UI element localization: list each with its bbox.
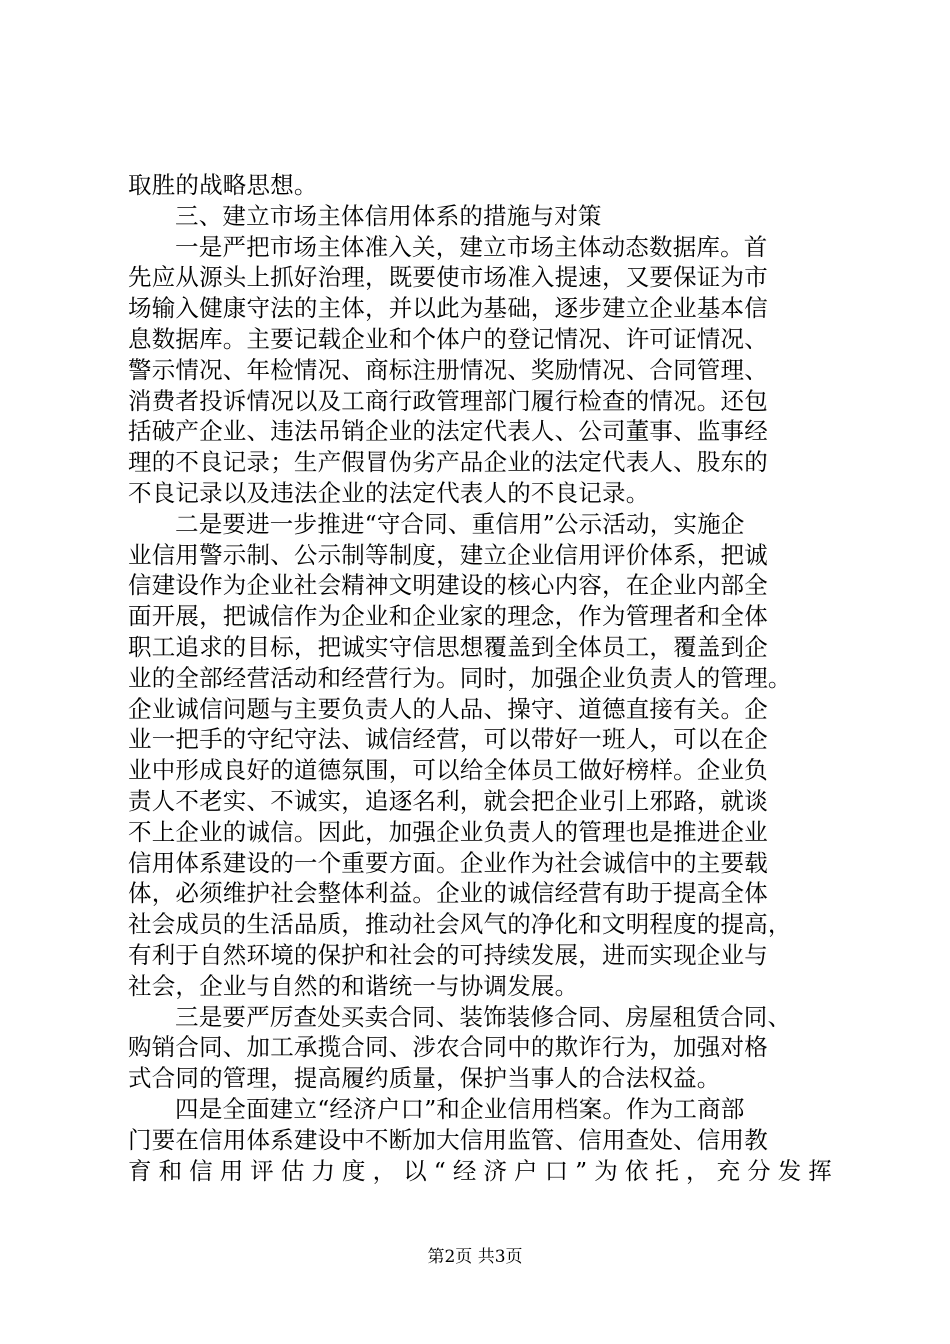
text-line: 一是严把市场主体准入关，建立市场主体动态数据库。首 — [175, 232, 768, 261]
text-line: 企业诚信问题与主要负责人的人品、操守、道德直接有关。企 — [128, 694, 768, 723]
text-line: 社会，企业与自然的和谐统一与协调发展。 — [128, 971, 579, 1000]
text-line: 业一把手的守纪守法、诚信经营，可以带好一班人，可以在企 — [128, 725, 768, 754]
text-line: 责人不老实、不诚实，追逐名利，就会把企业引上邪路，就谈 — [128, 786, 768, 815]
page-footer — [0, 1246, 950, 1268]
text-line: 信建设作为企业社会精神文明建设的核心内容，在企业内部全 — [128, 571, 768, 600]
text-line: 场输入健康守法的主体，并以此为基础，逐步建立企业基本信 — [128, 294, 768, 323]
text-line: 面开展，把诚信作为企业和企业家的理念，作为管理者和全体 — [128, 602, 768, 631]
text-line: 消费者投诉情况以及工商行政管理部门履行检查的情况。还包 — [128, 386, 768, 415]
text-line: 取胜的战略思想。 — [128, 171, 318, 199]
text-line: 门要在信用体系建设中不断加大信用监管、信用查处、信用教 — [128, 1125, 768, 1154]
page-number: 第2页 共3页 — [427, 1247, 523, 1267]
text-line: 社会成员的生活品质，推动社会风气的净化和文明程度的提高， — [128, 910, 792, 939]
text-line: 信用体系建设的一个重要方面。企业作为社会诚信中的主要载 — [128, 848, 768, 877]
text-line: 体，必须维护社会整体利益。企业的诚信经营有助于提高全体 — [128, 879, 768, 908]
text-line: 二是要进一步推进“守合同、重信用”公示活动，实施企 — [175, 509, 745, 538]
document-body — [128, 170, 832, 1186]
text-line: 三、建立市场主体信用体系的措施与对策 — [175, 201, 602, 230]
text-line: 职工追求的目标，把诚实守信思想覆盖到全体员工，覆盖到企 — [128, 632, 768, 661]
text-line: 式合同的管理，提高履约质量，保护当事人的合法权益。 — [128, 1064, 721, 1093]
text-line: 购销合同、加工承揽合同、涉农合同中的欺诈行为，加强对格 — [128, 1033, 768, 1062]
text-line: 育和信用评估力度，以“经济户口”为依托，充分发挥 — [128, 1156, 832, 1185]
text-line: 不上企业的诚信。因此，加强企业负责人的管理也是推进企业 — [128, 817, 768, 846]
text-line: 理的不良记录；生产假冒伪劣产品企业的法定代表人、股东的 — [128, 448, 768, 477]
text-line: 业信用警示制、公示制等制度，建立企业信用评价体系，把诚 — [128, 540, 768, 569]
text-line: 三是要严厉查处买卖合同、装饰装修合同、房屋租赁合同、 — [175, 1002, 792, 1031]
text-line: 先应从源头上抓好治理，既要使市场准入提速，又要保证为市 — [128, 263, 768, 292]
text-line: 业的全部经营活动和经营行为。同时，加强企业负责人的管理。 — [128, 663, 792, 692]
text-line: 四是全面建立“经济户口”和企业信用档案。作为工商部 — [175, 1094, 745, 1123]
text-line: 警示情况、年检情况、商标注册情况、奖励情况、合同管理、 — [128, 355, 768, 384]
text-line: 业中形成良好的道德氛围，可以给全体员工做好榜样。企业负 — [128, 756, 768, 785]
text-line: 息数据库。主要记载企业和个体户的登记情况、许可证情况、 — [128, 324, 768, 353]
text-line: 不良记录以及违法企业的法定代表人的不良记录。 — [128, 478, 650, 507]
text-line: 有利于自然环境的保护和社会的可持续发展，进而实现企业与 — [128, 940, 768, 969]
text-line: 括破产企业、违法吊销企业的法定代表人、公司董事、监事经 — [128, 417, 768, 446]
